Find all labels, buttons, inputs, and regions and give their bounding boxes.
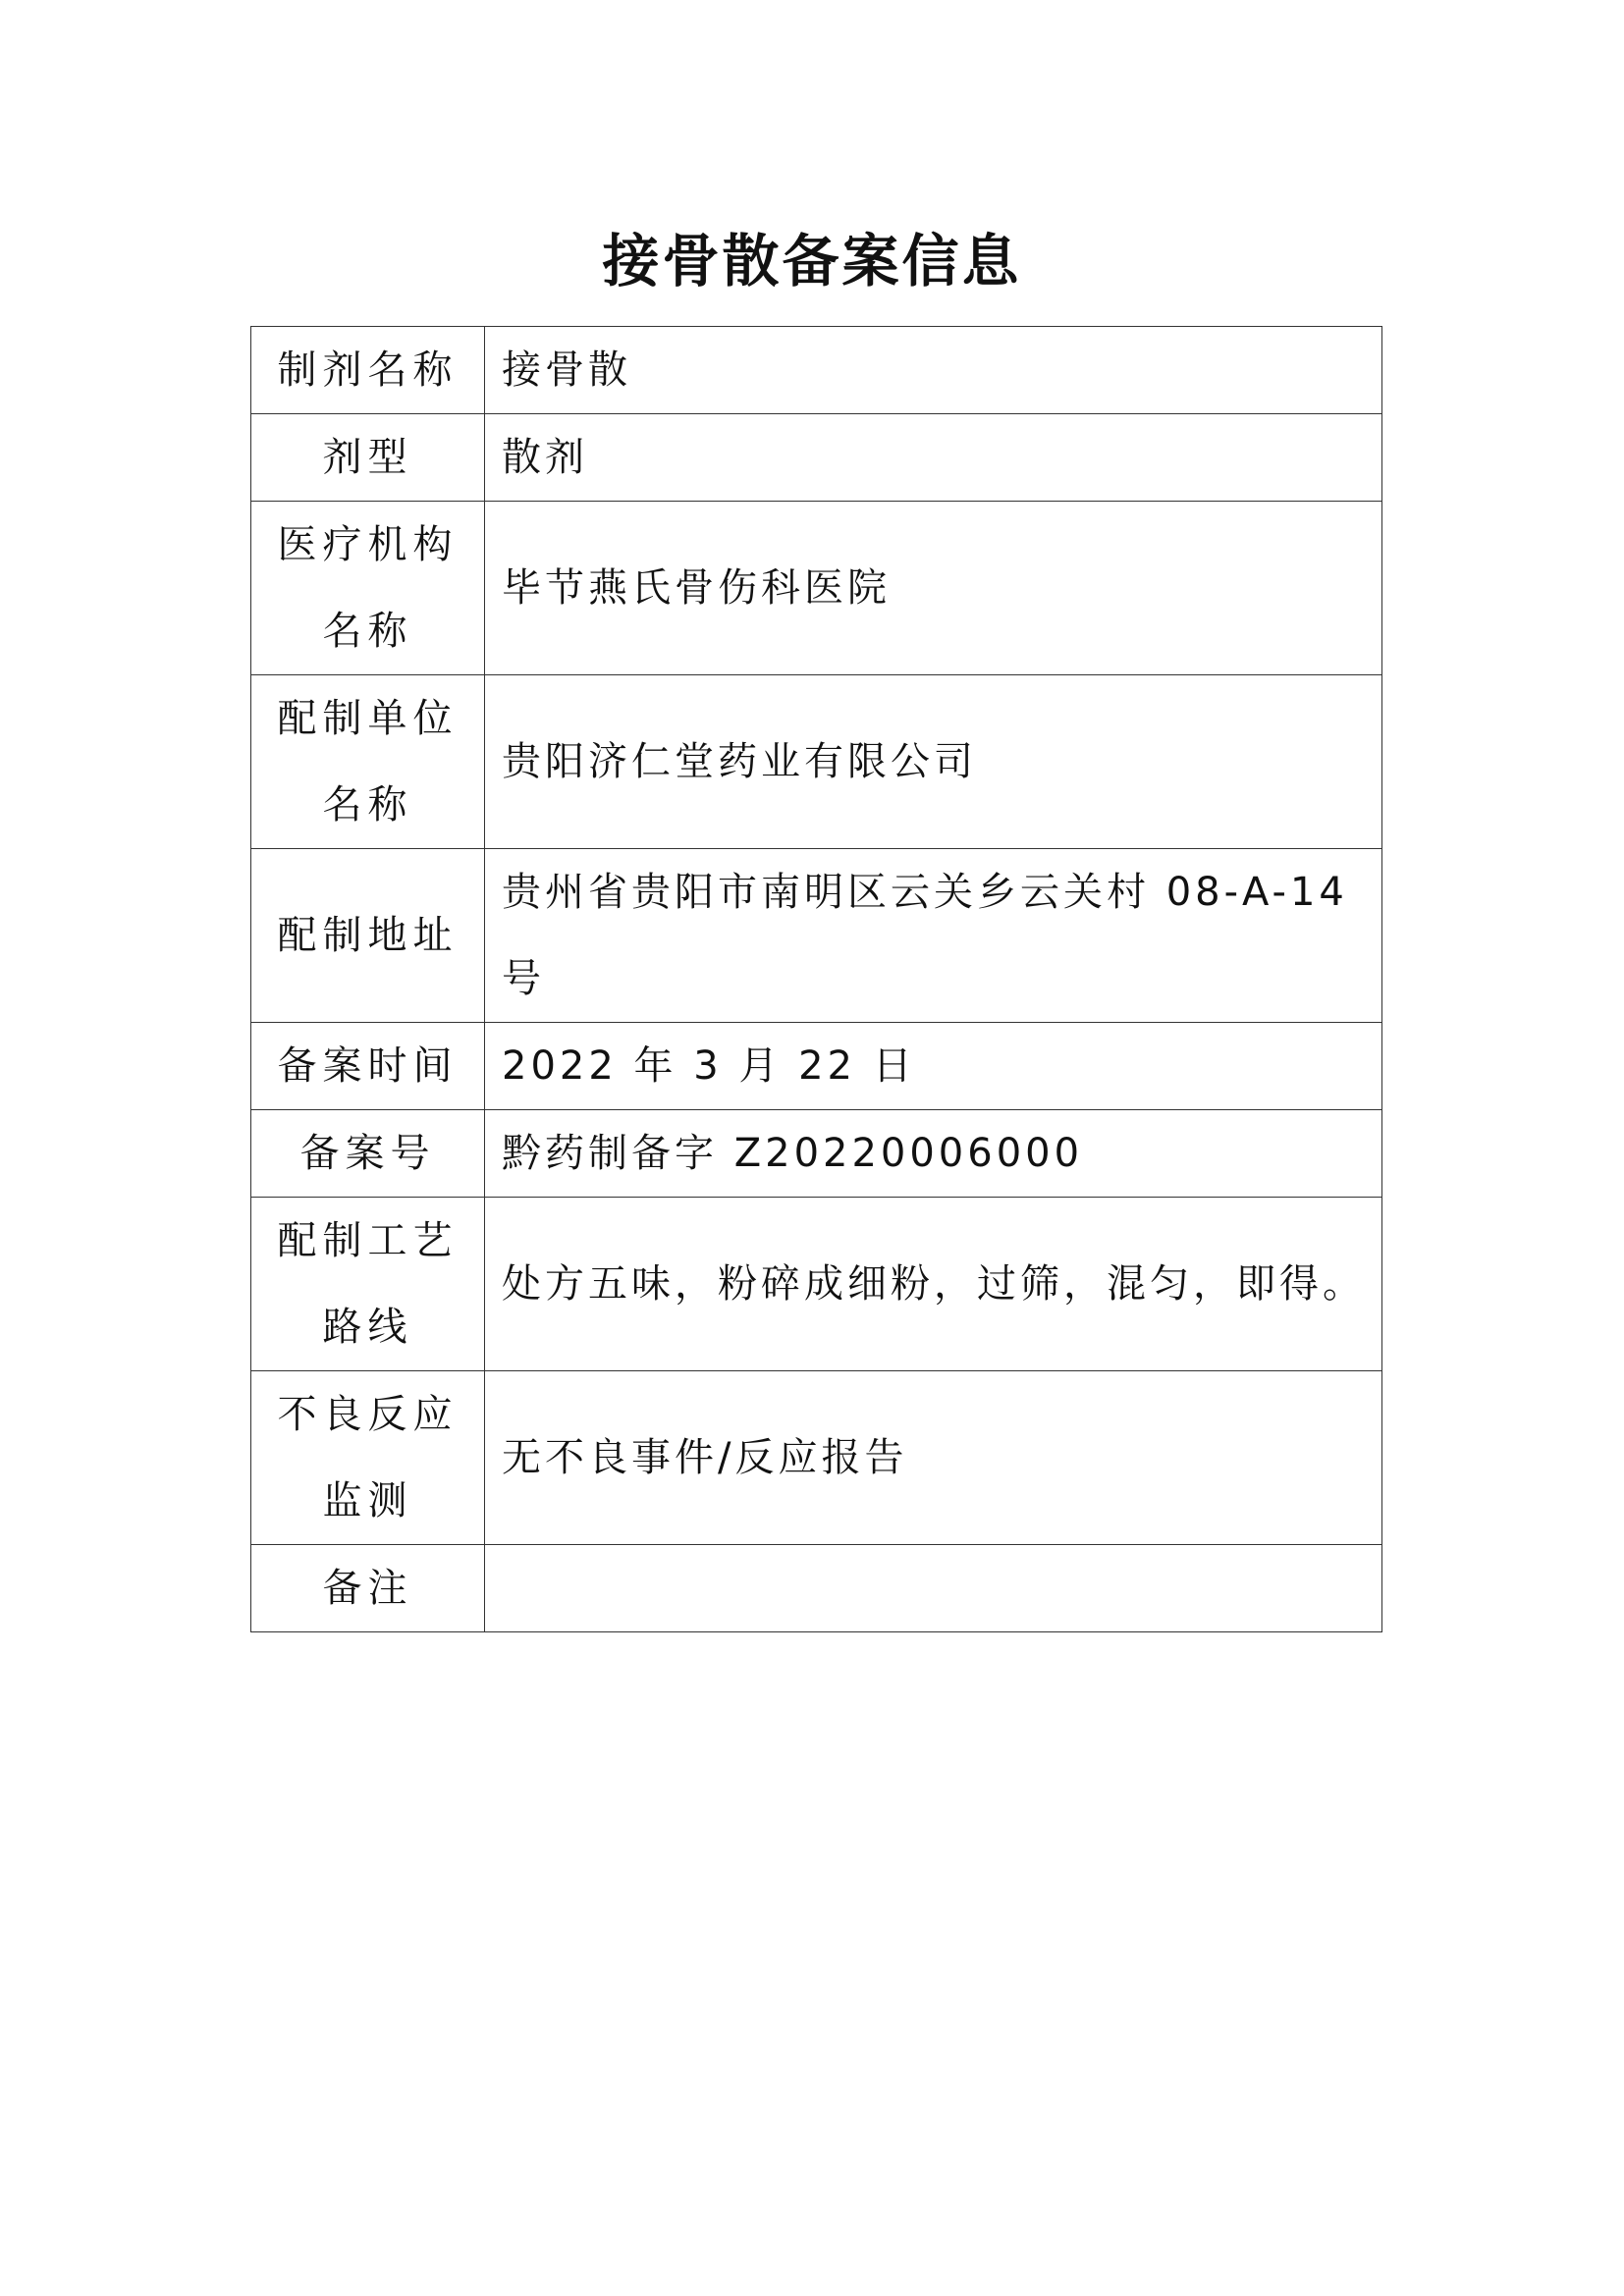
row-label-line: 配制单位 xyxy=(277,696,459,741)
row-label: 制剂名称 xyxy=(251,327,485,414)
row-label-line: 医疗机构 xyxy=(277,522,459,567)
row-label: 备注 xyxy=(251,1545,485,1632)
row-label xyxy=(251,1371,485,1545)
row-label-line: 监测 xyxy=(322,1478,413,1523)
row-value: 处方五味，粉碎成细粉，过筛，混匀，即得。 xyxy=(485,1198,1382,1371)
row-label: 备案号 xyxy=(251,1110,485,1198)
row-value: 接骨散 xyxy=(485,327,1382,414)
table-row xyxy=(251,1371,1382,1545)
row-label-line: 不良反应 xyxy=(277,1392,459,1437)
row-label-line: 名称 xyxy=(322,782,413,828)
table-row xyxy=(251,1198,1382,1371)
table-row xyxy=(251,849,1382,1023)
row-value: 贵阳济仁堂药业有限公司 xyxy=(485,675,1382,849)
table-row xyxy=(251,327,1382,414)
table-row xyxy=(251,1545,1382,1632)
row-value-line: 贵州省贵阳市南明区云关乡云关村 08-A-14 xyxy=(502,870,1348,915)
row-value xyxy=(485,849,1382,1023)
record-table xyxy=(250,326,1382,1632)
row-value: 2022 年 3 月 22 日 xyxy=(485,1023,1382,1110)
page-title: 接骨散备案信息 xyxy=(602,228,1022,294)
table-row xyxy=(251,1110,1382,1198)
row-value xyxy=(485,1545,1382,1632)
row-value: 无不良事件/反应报告 xyxy=(485,1371,1382,1545)
row-label-line: 配制工艺 xyxy=(277,1218,459,1263)
table-row xyxy=(251,1023,1382,1110)
row-label xyxy=(251,1198,485,1371)
row-value-line: 号 xyxy=(502,956,545,1001)
table-row xyxy=(251,675,1382,849)
row-label: 备案时间 xyxy=(251,1023,485,1110)
row-label-line: 路线 xyxy=(322,1305,413,1350)
row-label: 剂型 xyxy=(251,414,485,502)
row-label xyxy=(251,502,485,675)
row-label xyxy=(251,675,485,849)
row-value: 毕节燕氏骨伤科医院 xyxy=(485,502,1382,675)
table-row xyxy=(251,502,1382,675)
row-label: 配制地址 xyxy=(251,849,485,1023)
row-value: 黔药制备字 Z20220006000 xyxy=(485,1110,1382,1198)
row-value: 散剂 xyxy=(485,414,1382,502)
row-label-line: 名称 xyxy=(322,609,413,654)
table-row xyxy=(251,414,1382,502)
